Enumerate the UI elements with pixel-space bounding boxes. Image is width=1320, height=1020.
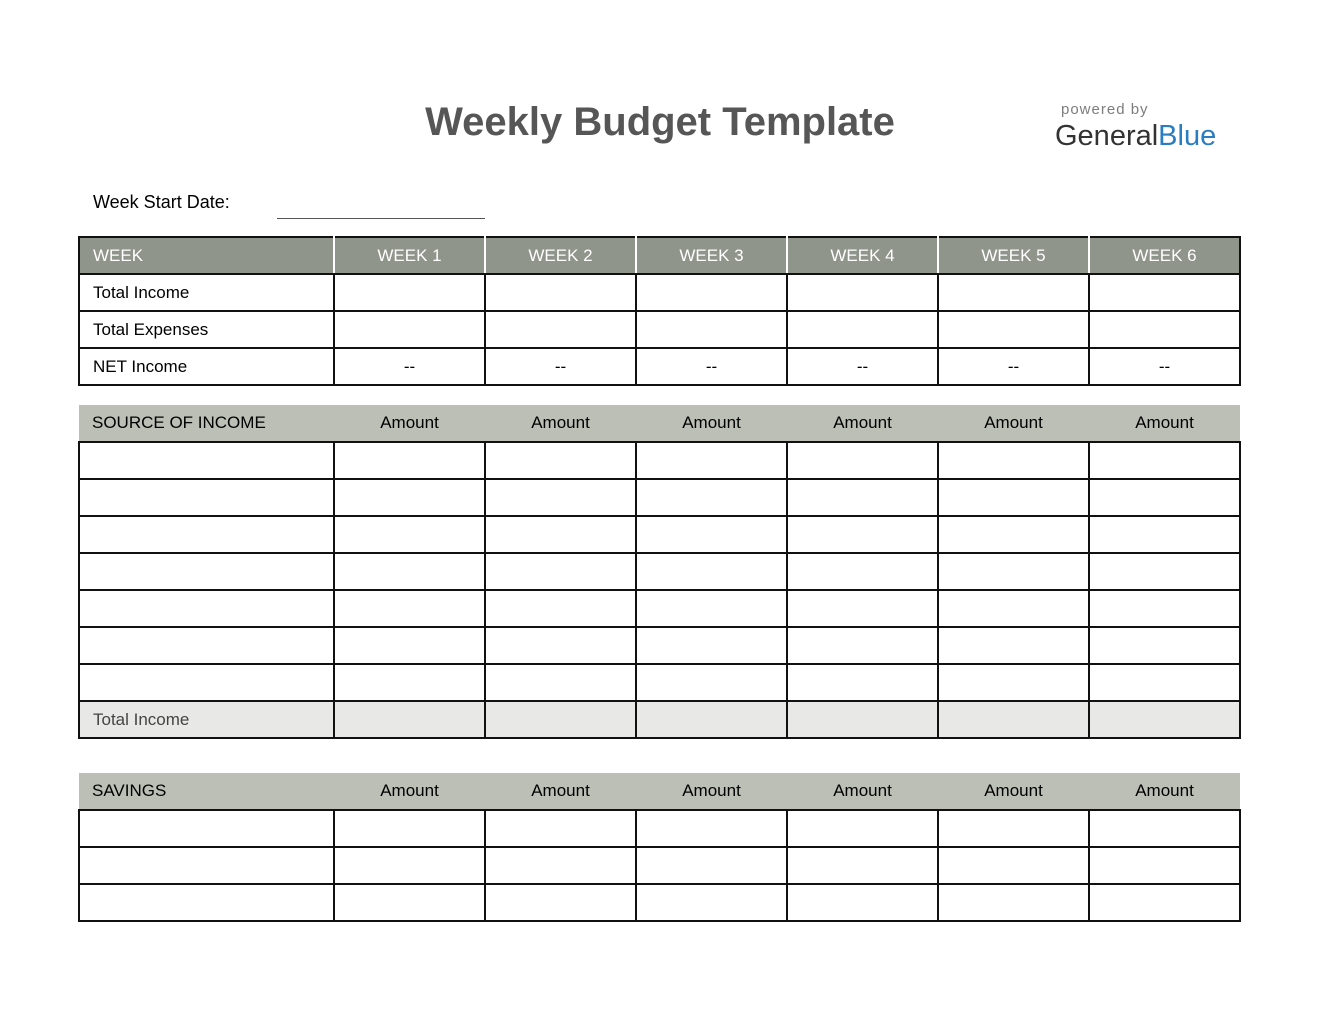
income-amount-cell[interactable] <box>636 516 787 553</box>
income-amount-cell[interactable] <box>787 664 938 701</box>
savings-amount-cell[interactable] <box>636 884 787 921</box>
savings-header-row <box>79 773 1240 810</box>
savings-amount-cell[interactable] <box>938 810 1089 847</box>
income-amount-cell[interactable] <box>938 479 1089 516</box>
summary-cell[interactable]: -- <box>334 348 485 385</box>
income-header-amount: Amount <box>938 405 1089 442</box>
summary-row <box>79 274 1240 311</box>
week-start-date-field[interactable] <box>277 218 485 219</box>
summary-cell[interactable] <box>485 274 636 311</box>
income-row <box>79 590 1240 627</box>
income-amount-cell[interactable] <box>334 590 485 627</box>
savings-amount-cell[interactable] <box>334 847 485 884</box>
income-amount-cell[interactable] <box>1089 553 1240 590</box>
summary-cell[interactable] <box>636 311 787 348</box>
income-header-amount: Amount <box>485 405 636 442</box>
income-source-cell[interactable] <box>79 479 334 516</box>
income-amount-cell[interactable] <box>787 627 938 664</box>
summary-row-label: Total Income <box>79 274 334 311</box>
income-amount-cell[interactable] <box>485 627 636 664</box>
summary-cell[interactable] <box>1089 274 1240 311</box>
income-header-row <box>79 405 1240 442</box>
income-amount-cell[interactable] <box>1089 590 1240 627</box>
income-amount-cell[interactable] <box>485 590 636 627</box>
summary-cell[interactable] <box>636 274 787 311</box>
income-source-cell[interactable] <box>79 553 334 590</box>
summary-header-week-1: WEEK 1 <box>334 237 485 274</box>
savings-amount-cell[interactable] <box>485 884 636 921</box>
income-amount-cell[interactable] <box>787 516 938 553</box>
summary-header-week-3: WEEK 3 <box>636 237 787 274</box>
summary-header-week: WEEK <box>79 237 334 274</box>
brand-name-general: General <box>1055 120 1159 152</box>
income-amount-cell[interactable] <box>1089 664 1240 701</box>
brand-name <box>1055 119 1225 153</box>
savings-row <box>79 884 1240 921</box>
summary-cell[interactable]: -- <box>787 348 938 385</box>
savings-amount-cell[interactable] <box>334 884 485 921</box>
brand-name-blue: Blue <box>1158 120 1217 152</box>
income-amount-cell[interactable] <box>485 664 636 701</box>
savings-header-amount: Amount <box>938 773 1089 810</box>
summary-header-week-4: WEEK 4 <box>787 237 938 274</box>
income-amount-cell[interactable] <box>938 590 1089 627</box>
savings-row <box>79 810 1240 847</box>
savings-header-amount: Amount <box>787 773 938 810</box>
income-total-cell <box>334 701 485 738</box>
brand-logo <box>1055 101 1225 153</box>
income-source-cell[interactable] <box>79 664 334 701</box>
summary-cell[interactable] <box>938 274 1089 311</box>
savings-amount-cell[interactable] <box>787 847 938 884</box>
savings-amount-cell[interactable] <box>636 810 787 847</box>
income-amount-cell[interactable] <box>938 516 1089 553</box>
income-row <box>79 627 1240 664</box>
week-start-label: Week Start Date: <box>93 192 230 212</box>
income-amount-cell[interactable] <box>938 627 1089 664</box>
summary-table <box>78 236 1241 386</box>
income-header-amount: Amount <box>636 405 787 442</box>
summary-row <box>79 311 1240 348</box>
savings-header-amount: Amount <box>485 773 636 810</box>
income-amount-cell[interactable] <box>787 553 938 590</box>
income-amount-cell[interactable] <box>485 553 636 590</box>
income-amount-cell[interactable] <box>1089 516 1240 553</box>
summary-cell[interactable] <box>787 274 938 311</box>
savings-label-cell[interactable] <box>79 884 334 921</box>
income-total-label: Total Income <box>79 701 334 738</box>
income-total-cell <box>1089 701 1240 738</box>
income-total-cell <box>485 701 636 738</box>
summary-cell[interactable] <box>334 274 485 311</box>
savings-amount-cell[interactable] <box>1089 847 1240 884</box>
income-amount-cell[interactable] <box>787 590 938 627</box>
income-source-cell[interactable] <box>79 627 334 664</box>
income-amount-cell[interactable] <box>334 553 485 590</box>
income-row <box>79 479 1240 516</box>
income-header-amount: Amount <box>334 405 485 442</box>
savings-row <box>79 847 1240 884</box>
income-amount-cell[interactable] <box>1089 442 1240 479</box>
savings-amount-cell[interactable] <box>1089 884 1240 921</box>
income-amount-cell[interactable] <box>938 442 1089 479</box>
income-amount-cell[interactable] <box>636 590 787 627</box>
income-amount-cell[interactable] <box>636 553 787 590</box>
income-amount-cell[interactable] <box>636 442 787 479</box>
income-amount-cell[interactable] <box>787 442 938 479</box>
income-amount-cell[interactable] <box>334 516 485 553</box>
page-title: Weekly Budget Template <box>425 100 895 144</box>
powered-by-text: powered by <box>1061 101 1149 118</box>
income-amount-cell[interactable] <box>334 442 485 479</box>
summary-cell[interactable]: -- <box>938 348 1089 385</box>
savings-header-amount: Amount <box>334 773 485 810</box>
income-amount-cell[interactable] <box>938 664 1089 701</box>
savings-label-cell[interactable] <box>79 810 334 847</box>
income-header-amount: Amount <box>787 405 938 442</box>
savings-amount-cell[interactable] <box>787 810 938 847</box>
income-amount-cell[interactable] <box>636 664 787 701</box>
income-row <box>79 553 1240 590</box>
savings-table <box>78 773 1241 922</box>
savings-amount-cell[interactable] <box>485 847 636 884</box>
savings-label-cell[interactable] <box>79 847 334 884</box>
income-amount-cell[interactable] <box>334 664 485 701</box>
summary-cell[interactable] <box>938 311 1089 348</box>
income-amount-cell[interactable] <box>938 553 1089 590</box>
summary-header-row <box>79 237 1240 274</box>
income-amount-cell[interactable] <box>334 627 485 664</box>
savings-header-amount: Amount <box>1089 773 1240 810</box>
savings-amount-cell[interactable] <box>334 810 485 847</box>
income-table <box>78 405 1241 739</box>
income-total-cell <box>938 701 1089 738</box>
income-source-cell[interactable] <box>79 442 334 479</box>
summary-cell[interactable]: -- <box>636 348 787 385</box>
income-amount-cell[interactable] <box>1089 627 1240 664</box>
income-source-cell[interactable] <box>79 590 334 627</box>
income-total-cell <box>787 701 938 738</box>
income-total-cell <box>636 701 787 738</box>
summary-cell[interactable] <box>787 311 938 348</box>
savings-amount-cell[interactable] <box>636 847 787 884</box>
summary-cell[interactable]: -- <box>1089 348 1240 385</box>
summary-header-week-6: WEEK 6 <box>1089 237 1240 274</box>
savings-amount-cell[interactable] <box>1089 810 1240 847</box>
summary-cell[interactable] <box>334 311 485 348</box>
savings-amount-cell[interactable] <box>485 810 636 847</box>
summary-row <box>79 348 1240 385</box>
summary-cell[interactable] <box>485 311 636 348</box>
income-source-cell[interactable] <box>79 516 334 553</box>
income-row <box>79 442 1240 479</box>
income-total-row <box>79 701 1240 738</box>
summary-row-label: NET Income <box>79 348 334 385</box>
income-row <box>79 664 1240 701</box>
summary-cell[interactable]: -- <box>485 348 636 385</box>
income-amount-cell[interactable] <box>485 442 636 479</box>
income-row <box>79 516 1240 553</box>
income-amount-cell[interactable] <box>1089 479 1240 516</box>
summary-cell[interactable] <box>1089 311 1240 348</box>
income-amount-cell[interactable] <box>485 479 636 516</box>
income-header-source: SOURCE OF INCOME <box>79 405 334 442</box>
summary-header-week-5: WEEK 5 <box>938 237 1089 274</box>
income-amount-cell[interactable] <box>787 479 938 516</box>
income-amount-cell[interactable] <box>636 627 787 664</box>
summary-header-week-2: WEEK 2 <box>485 237 636 274</box>
savings-amount-cell[interactable] <box>938 884 1089 921</box>
income-amount-cell[interactable] <box>485 516 636 553</box>
income-amount-cell[interactable] <box>636 479 787 516</box>
summary-row-label: Total Expenses <box>79 311 334 348</box>
savings-amount-cell[interactable] <box>787 884 938 921</box>
savings-header-amount: Amount <box>636 773 787 810</box>
savings-amount-cell[interactable] <box>938 847 1089 884</box>
income-header-amount: Amount <box>1089 405 1240 442</box>
savings-header-label: SAVINGS <box>79 773 334 810</box>
income-amount-cell[interactable] <box>334 479 485 516</box>
